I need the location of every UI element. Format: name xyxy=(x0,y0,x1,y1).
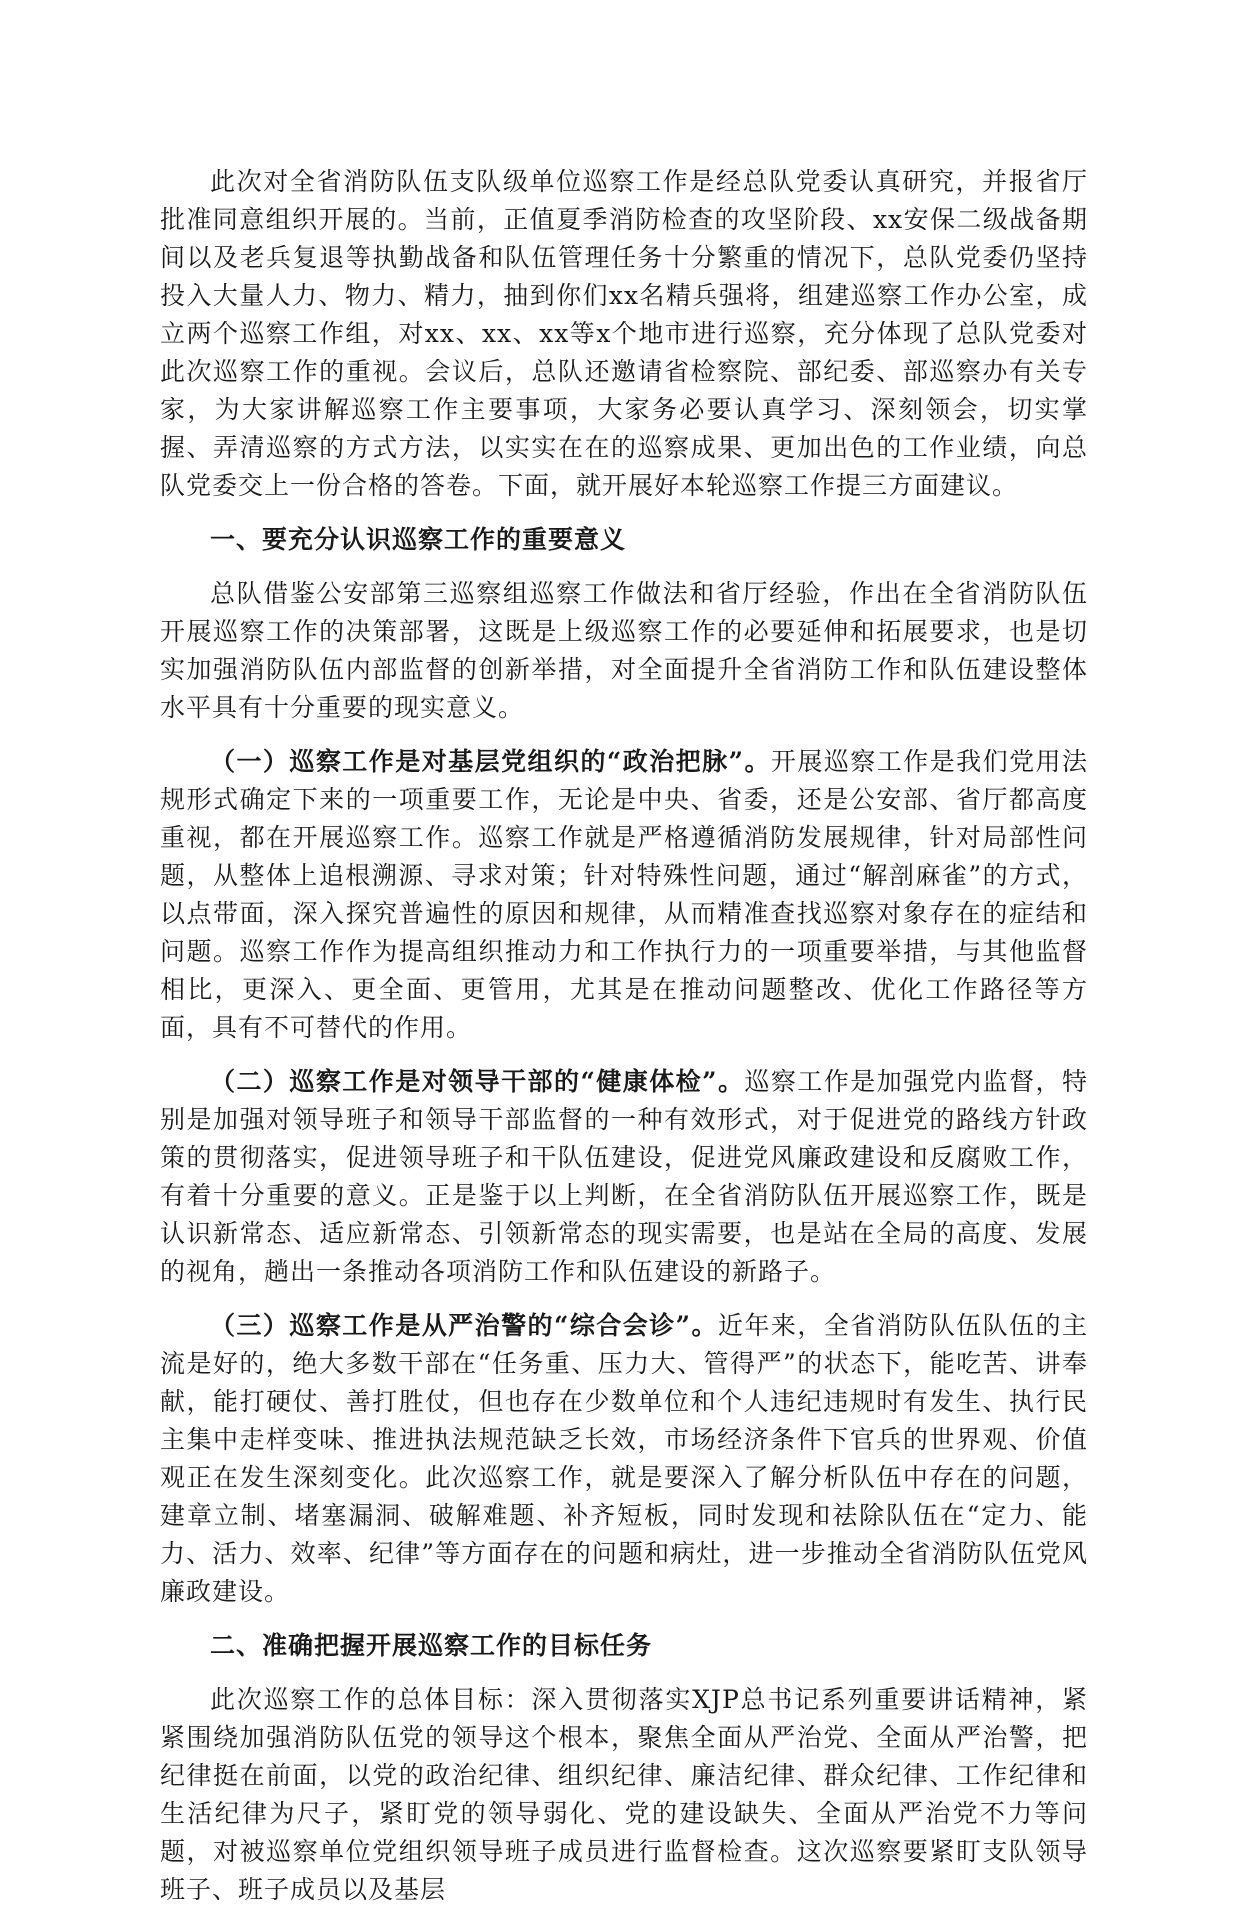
section-1-item-1 xyxy=(160,743,1088,1047)
item-1-title: （一）巡察工作是对基层党组织的“政治把脉”。 xyxy=(210,747,771,776)
item-2-text: 巡察工作是加强党内监督，特别是加强对领导班子和领导干部监督的一种有效形式，对于促进党的路线方针政策的贯彻落实，促进领导班子和干队伍建设，促进党风廉政建设和反腐败工作，有着十分重要的意义。正是鉴于以上判断，在全省消防队伍开展巡察工作，既是认识新常态、适应新常态、引领新常态的现实需要，也是站在全局的高度、发展的视角，趟出一条推动各项消防工作和队伍建设的新路子。 xyxy=(160,1067,1088,1286)
section-1-item-3 xyxy=(160,1307,1088,1611)
section-1-body: 总队借鉴公安部第三巡察组巡察工作做法和省厅经验，作出在全省消防队伍开展巡察工作的决策部署，这既是上级巡察工作的必要延伸和拓展要求，也是切实加强消防队伍内部监督的创新举措，对全面提升全省消防工作和队伍建设整体水平具有十分重要的现实意义。 xyxy=(160,579,1088,722)
document-body xyxy=(160,163,1088,1925)
item-3-title: （三）巡察工作是从严治警的“综合会诊”。 xyxy=(210,1311,718,1340)
section-2-heading: 二、准确把握开展巡察工作的目标任务 xyxy=(210,1631,653,1660)
section-2-body: 此次巡察工作的总体目标：深入贯彻落实XJP总书记系列重要讲话精神，紧紧围绕加强消防队伍党的领导这个根本，聚焦全面从严治党、全面从严治警，把纪律挺在前面，以党的政治纪律、组织纪律、廉洁纪律、群众纪律、工作纪律和生活纪律为尺子，紧盯党的领导弱化、党的建设缺失、全面从严治党不力等问题，对被巡察单位党组织领导班子成员进行监督检查。这次巡察要紧盯支队领导班子、班子成员以及基层 xyxy=(160,1685,1088,1904)
item-1-text: 开展巡察工作是我们党用法规形式确定下来的一项重要工作，无论是中央、省委，还是公安部、省厅都高度重视，都在开展巡察工作。巡察工作就是严格遵循消防发展规律，针对局部性问题，从整体上追根溯源、寻求对策；针对特殊性问题，通过“解剖麻雀”的方式，以点带面，深入探究普遍性的原因和规律，从而精准查找巡察对象存在的症结和问题。巡察工作作为提高组织推动力和工作执行力的一项重要举措，与其他监督相比，更深入、更全面、更管用，尤其是在推动问题整改、优化工作路径等方面，具有不可替代的作用。 xyxy=(160,747,1088,1042)
section-1-item-2 xyxy=(160,1063,1088,1291)
item-3-text: 近年来，全省消防队伍队伍的主流是好的，绝大多数干部在“任务重、压力大、管得严”的状态下，能吃苦、讲奉献，能打硬仗、善打胜仗，但也存在少数单位和个人违纪违规时有发生、执行民主集中走样变味、推进执法规范缺乏长效，市场经济条件下官兵的世界观、价值观正在发生深刻变化。此次巡察工作，就是要深入了解分析队伍中存在的问题，建章立制、堵塞漏洞、破解难题、补齐短板，同时发现和祛除队伍在“定力、能力、活力、效率、纪律”等方面存在的问题和病灶，进一步推动全省消防队伍党风廉政建设。 xyxy=(160,1311,1088,1606)
section-1-heading: 一、要充分认识巡察工作的重要意义 xyxy=(210,525,627,554)
item-2-title: （二）巡察工作是对领导干部的“健康体检”。 xyxy=(210,1067,745,1096)
intro-paragraph: 此次对全省消防队伍支队级单位巡察工作是经总队党委认真研究，并报省厅批准同意组织开展的。当前，正值夏季消防检查的攻坚阶段、xx安保二级战备期间以及老兵复退等执勤战备和队伍管理任务十分繁重的情况下，总队党委仍坚持投入大量人力、物力、精力，抽到你们xx名精兵强将，组建巡察工作办公室，成立两个巡察工作组，对xx、xx、xx等x个地市进行巡察，充分体现了总队党委对此次巡察工作的重视。会议后，总队还邀请省检察院、部纪委、部巡察办有关专家，为大家讲解巡察工作主要事项，大家务必要认真学习、深刻领会，切实掌握、弄清巡察的方式方法，以实实在在的巡察成果、更加出色的工作业绩，向总队党委交上一份合格的答卷。下面，就开展好本轮巡察工作提三方面建议。 xyxy=(160,167,1088,500)
